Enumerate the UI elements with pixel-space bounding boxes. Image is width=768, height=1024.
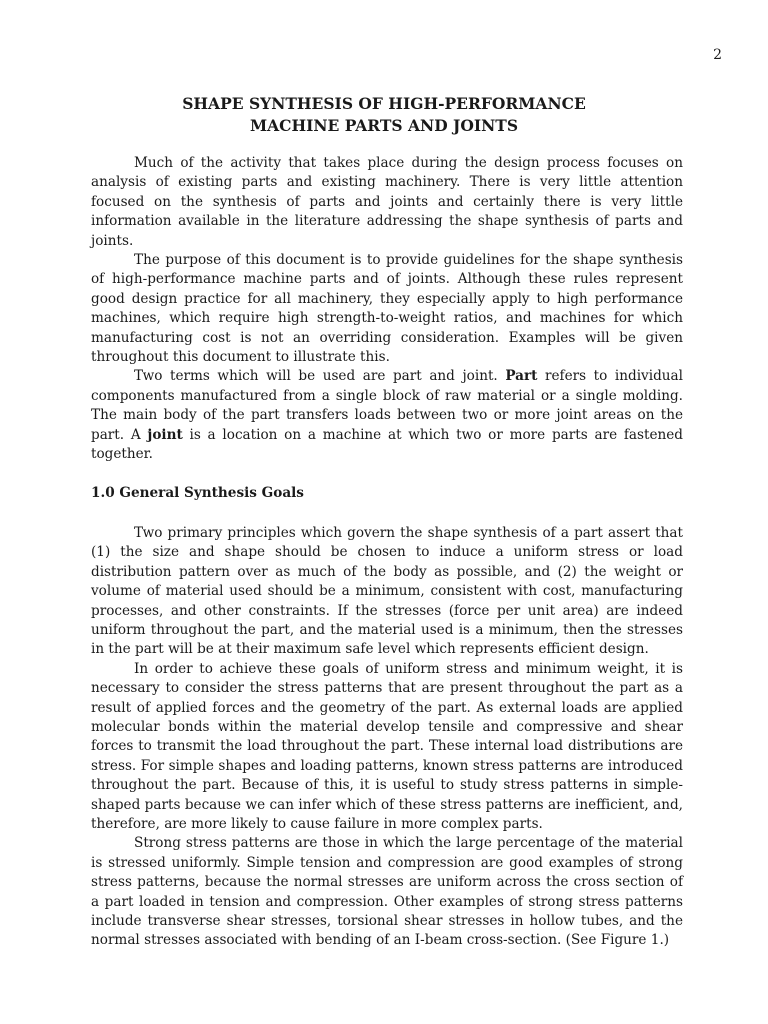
intro-paragraph-2: The purpose of this document is to provide guidelines for the shape synthesis of high-performance machine parts and of joints. Although these rules represent good design practice for all machinery, they especially apply to high performance machines, which require high strength-to-weight ratios, and machines for which manufacturing cost is not an overriding consideration. Examples will be given throughout this document to illustrate this. [91,252,683,366]
intro-p3-text-c: is a location on a machine at which two or more parts are fastened together. [91,426,683,463]
intro-paragraph-1: Much of the activity that takes place during the design process focuses on analysis of existing parts and existing machinery. There is very little attention focused on the synthesis of parts and joints and certainly there is very little information available in the literature addressing the shape synthesis of parts and joints. [91,155,683,249]
intro-p3-text-a: Two terms which will be used are part and joint. [134,368,506,385]
intro-p3-text-b: refers to individual components manufactured from a single block of raw material or a single molding. The main body of the part transfers loads between two or more joint areas on the part. A [91,368,683,443]
document-body [91,154,683,951]
intro-paragraph-3 [91,367,683,464]
title-line-2: MACHINE PARTS AND JOINTS [249,116,519,135]
term-joint: joint [147,426,183,443]
section-paragraph-3: Strong stress patterns are those in which the large percentage of the material is stressed uniformly. Simple tension and compression are good examples of strong stress patterns, because the normal stresses are uniform across the cross section of a part loaded in tension and compression. Other examples of strong stress patterns include transverse shear stresses, torsional shear stresses in hollow tubes, and the normal stresses associated with bending of an I-beam cross-section. (See Figure 1.) [91,835,683,949]
document-title [0,93,768,137]
section-paragraph-2: In order to achieve these goals of uniform stress and minimum weight, it is necessary to consider the stress patterns that are present throughout the part as a result of applied forces and the geometry of the part. As external loads are applied molecular bonds within the material develop tensile and compressive and shear forces to transmit the load throughout the part. These internal load distributions are stress. For simple shapes and loading patterns, known stress patterns are introduced throughout the part. Because of this, it is useful to study stress patterns in simple-shaped parts because we can infer which of these stress patterns are inefficient, and, therefore, are more likely to cause failure in more complex parts. [91,660,683,832]
term-part: Part [505,368,538,385]
title-line-1: SHAPE SYNTHESIS OF HIGH-PERFORMANCE [182,94,586,113]
section-paragraph-1: Two primary principles which govern the shape synthesis of a part assert that (1) the size and shape should be chosen to induce a uniform stress or load distribution pattern over as much of the body as possible, and (2) the weight or volume of material used should be a minimum, consistent with cost, manufacturing processes, and other constraints. If the stresses (force per unit area) are indeed uniform throughout the part, and the material used is a minimum, then the stresses in the part will be at their maximum safe level which represents efficient design. [91,524,683,658]
page-number: 2 [713,47,722,63]
section-heading: 1.0 General Synthesis Goals [91,484,304,501]
